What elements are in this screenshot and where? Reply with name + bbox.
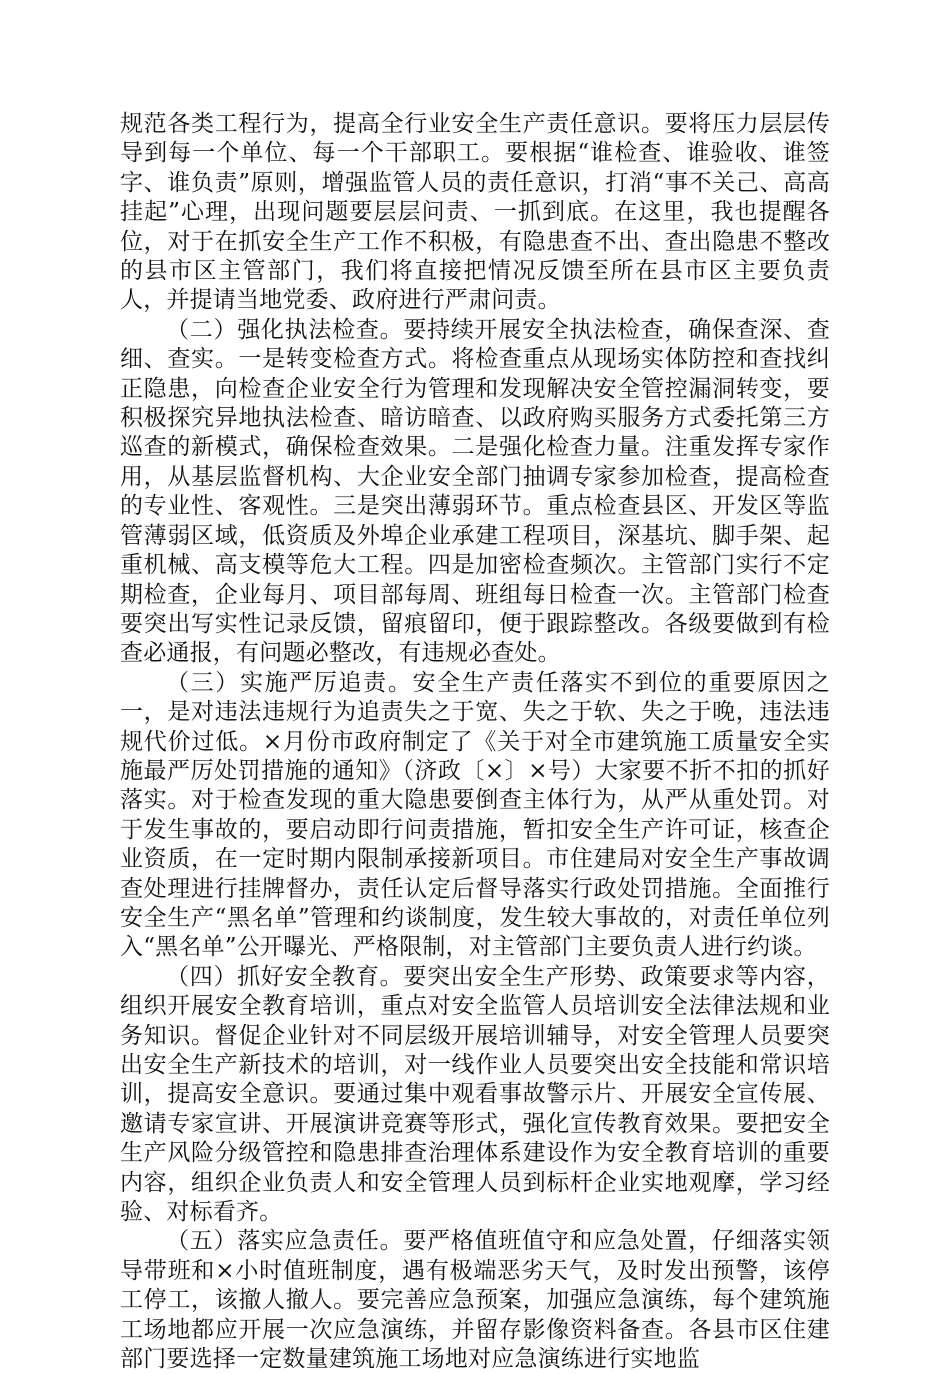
paragraph-emergency-responsibility: （五）落实应急责任。要严格值班值守和应急处置，仔细落实领导带班和×小时值班制度，遇有极端恶劣天气，及时发出预警，该停工停工，该撤人撤人。要完善应急预案，加强应急演练，每个建筑施工场地都应开展一次应急演练，并留存影像资料备查。各县市区住建部门要选择一定数量建筑施工场地对应急演练进行实地监 — [120, 1228, 830, 1373]
document-body — [120, 110, 830, 1374]
paragraph-safety-education: （四）抓好安全教育。要突出安全生产形势、政策要求等内容，组织开展安全教育培训，重点对安全监管人员培训安全法律法规和业务知识。督促企业针对不同层级开展培训辅导，对安全管理人员要突出安全生产新技术的培训，对一线作业人员要突出安全技能和常识培训，提高安全意识。要通过集中观看事故警示片、开展安全宣传展、邀请专家宣讲、开展演讲竞赛等形式，强化宣传教育效果。要把安全生产风险分级管控和隐患排查治理体系建设作为安全教育培训的重要内容，组织企业负责人和安全管理人员到标杆企业实地观摩，学习经验、对标看齐。 — [120, 963, 830, 1226]
paragraph-enforcement-inspection: （二）强化执法检查。要持续开展安全执法检查，确保查深、查细、查实。一是转变检查方式。将检查重点从现场实体防控和查找纠正隐患，向检查企业安全行为管理和发现解决安全管控漏洞转变，要积极探究异地执法检查、暗访暗查、以政府购买服务方式委托第三方巡查的新模式，确保检查效果。二是强化检查力量。注重发挥专家作用，从基层监督机构、大企业安全部门抽调专家参加检查，提高检查的专业性、客观性。三是突出薄弱环节。重点检查县区、开发区等监管薄弱区域，低资质及外埠企业承建工程项目，深基坑、脚手架、起重机械、高支模等危大工程。四是加密检查频次。主管部门实行不定期检查，企业每月、项目部每周、班组每日检查一次。主管部门检查要突出写实性记录反馈，留痕留印，便于跟踪整改。各级要做到有检查必通报，有问题必整改，有违规必查处。 — [120, 316, 830, 667]
paragraph-intro: 规范各类工程行为，提高全行业安全生产责任意识。要将压力层层传导到每一个单位、每一个干部职工。要根据“谁检查、谁验收、谁签字、谁负责”原则，增强监管人员的责任意识，打消“事不关己、高高挂起”心理，出现问题要层层问责、一抓到底。在这里，我也提醒各位，对于在抓安全生产工作不积极，有隐患查不出、查出隐患不整改的县市区主管部门，我们将直接把情况反馈至所在县市区主要负责人，并提请当地党委、政府进行严肃问责。 — [120, 111, 830, 314]
paragraph-strict-accountability: （三）实施严厉追责。安全生产责任落实不到位的重要原因之一，是对违法违规行为追责失之于宽、失之于软、失之于晚，违法违规代价过低。×月份市政府制定了《关于对全市建筑施工质量安全实施最严厉处罚措施的通知》（济政〔×〕×号）大家要不折不扣的抓好落实。对于检查发现的重大隐患要倒查主体行为，从严从重处罚。对于发生事故的，要启动即行问责措施，暂扣安全生产许可证，核查企业资质，在一定时期内限制承接新项目。市住建局对安全生产事故调查处理进行挂牌督办，责任认定后督导落实行政处罚措施。全面推行安全生产“黑名单”管理和约谈制度，发生较大事故的，对责任单位列入“黑名单”公开曝光、严格限制，对主管部门主要负责人进行约谈。 — [120, 669, 830, 961]
